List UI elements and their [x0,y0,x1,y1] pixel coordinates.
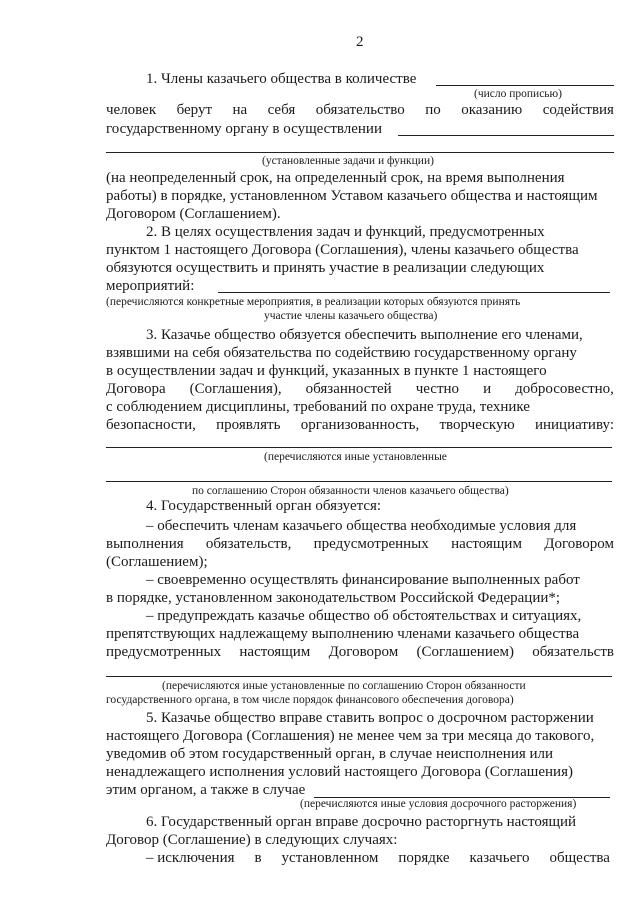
p6-line-3 [146,849,610,867]
p3-line-6 [106,416,614,434]
word: настоящим [239,644,311,660]
blank-gov-duties-line [106,676,612,677]
word: (Соглашением) [416,644,514,660]
p3-line-1: 3. Казачье общество обязуется обеспечить выполнение его членами, [146,327,583,343]
p1-line-6: Договором (Соглашением). [106,206,281,222]
word: обязательство [315,102,405,118]
p1-line-2 [106,101,614,119]
word: – исключения [146,850,235,866]
word: оказанию [461,102,523,118]
p2-caption-2: участие члены казачьего общества) [264,310,438,322]
word: Договором [328,644,399,660]
p4-line-2: – обеспечить членам казачьего общества необходимые условия для [146,518,577,534]
p1-line-3: государственному органу в осуществлении [106,121,382,137]
p4-line-9 [106,643,614,661]
p5-line-2: настоящего Договора (Соглашения) не менее чем за три месяца до такового, [106,728,595,744]
word: Договором [544,536,614,552]
word: на [232,102,248,118]
word: обязательств, [205,536,292,552]
p4-caption-1: (перечисляются иные установленные по соглашению Сторон обязанности [162,680,526,692]
word: установленном [281,850,379,866]
p5-caption-1: (перечисляются иные условия досрочного расторжения) [300,798,577,810]
word: по [425,102,441,118]
p4-line-6: в порядке, установленном законодательством Российской Федерации*; [106,590,561,606]
word: добросовестно, [515,381,614,397]
p3-line-2: взявшими на себя обязательства по содействию государственному органу [106,345,577,361]
word: настоящим [451,536,522,552]
p4-line-5: – своевременно осуществлять финансирование выполненных работ [146,572,580,588]
p4-line-4: (Соглашением); [106,554,208,570]
blank-count-line [436,85,614,86]
word: безопасности, [106,417,196,433]
blank-tasks-line-1 [398,135,614,136]
p1-caption-number: (число прописью) [474,88,562,100]
word: порядке [398,850,450,866]
word: общества [549,850,610,866]
blank-tasks-line-2 [106,152,614,153]
p4-line-1: 4. Государственный орган обязуется: [146,498,382,514]
p6-line-2: Договор (Соглашение) в следующих случаях: [106,832,398,848]
blank-duties-line-2 [106,481,612,482]
p2-caption-1: (перечисляются конкретные мероприятия, в реализации которых обязуются принять [106,296,521,308]
word: обязанностей [305,381,392,397]
p1-line-4: (на неопределенный срок, на определенный срок, на время выполнения [106,170,565,186]
blank-duties-line-1 [106,447,612,448]
p1-line-5: работы) в порядке, установленном Уставом казачьего общества и настоящим [106,188,598,204]
word: честно [415,381,460,397]
word: инициативу: [534,417,614,433]
word: содействия [542,102,614,118]
word: берут [176,102,213,118]
word: проявлять [216,417,281,433]
p2-line-3: обязуются осуществить и принять участие в реализации следующих [106,260,545,276]
word: предусмотренных [106,644,222,660]
word: в [254,850,262,866]
page-number: 2 [356,34,364,50]
word: (Соглашения), [189,381,282,397]
blank-events-line [218,292,610,293]
p3-line-4 [106,380,614,398]
p2-line-1: 2. В целях осуществления задач и функций, предусмотренных [146,224,545,240]
p4-line-8: препятствующих надлежащему выполнению членами казачьего общества [106,626,580,642]
p5-line-3: уведомив об этом государственный орган, в случае неисполнения или [106,746,554,762]
p6-line-1: 6. Государственный орган вправе досрочно расторгнуть настоящий [146,814,577,830]
word: предусмотренных [313,536,429,552]
p4-line-7: – предупреждать казачье общество об обстоятельствах и ситуациях, [146,608,582,624]
p2-line-2: пунктом 1 настоящего Договора (Соглашения), члены казачьего общества [106,242,579,258]
word: и [483,381,492,397]
p1-caption-tasks: (установленные задачи и функции) [262,155,434,167]
word: организованность, [300,417,420,433]
p3-caption-2: по соглашению Сторон обязанности членов казачьего общества) [192,485,509,497]
p5-line-4: ненадлежащего исполнения условий настоящего Договора (Соглашения) [106,764,573,780]
p4-line-3 [106,535,614,553]
word: Договора [106,381,166,397]
word: казачьего [469,850,530,866]
p1-line-1: 1. Члены казачьего общества в количестве [146,71,417,87]
p3-line-3: в осуществлении задач и функций, указанных в пункте 1 настоящего [106,363,547,379]
p2-line-4: мероприятий: [106,278,195,294]
word: себя [267,102,296,118]
p5-line-5: этим органом, а также в случае [106,782,306,798]
p3-caption-1: (перечисляются иные установленные [264,451,447,463]
word: обязательств [532,644,614,660]
p5-line-1: 5. Казачье общество вправе ставить вопрос о досрочном расторжении [146,710,594,726]
p3-line-5: с соблюдением дисциплины, требований по охране труда, технике [106,399,530,415]
p4-caption-2: государственного органа, в том числе порядок финансового обеспечения договора) [106,694,514,706]
word: выполнения [106,536,184,552]
word: творческую [439,417,515,433]
word: человек [106,102,157,118]
